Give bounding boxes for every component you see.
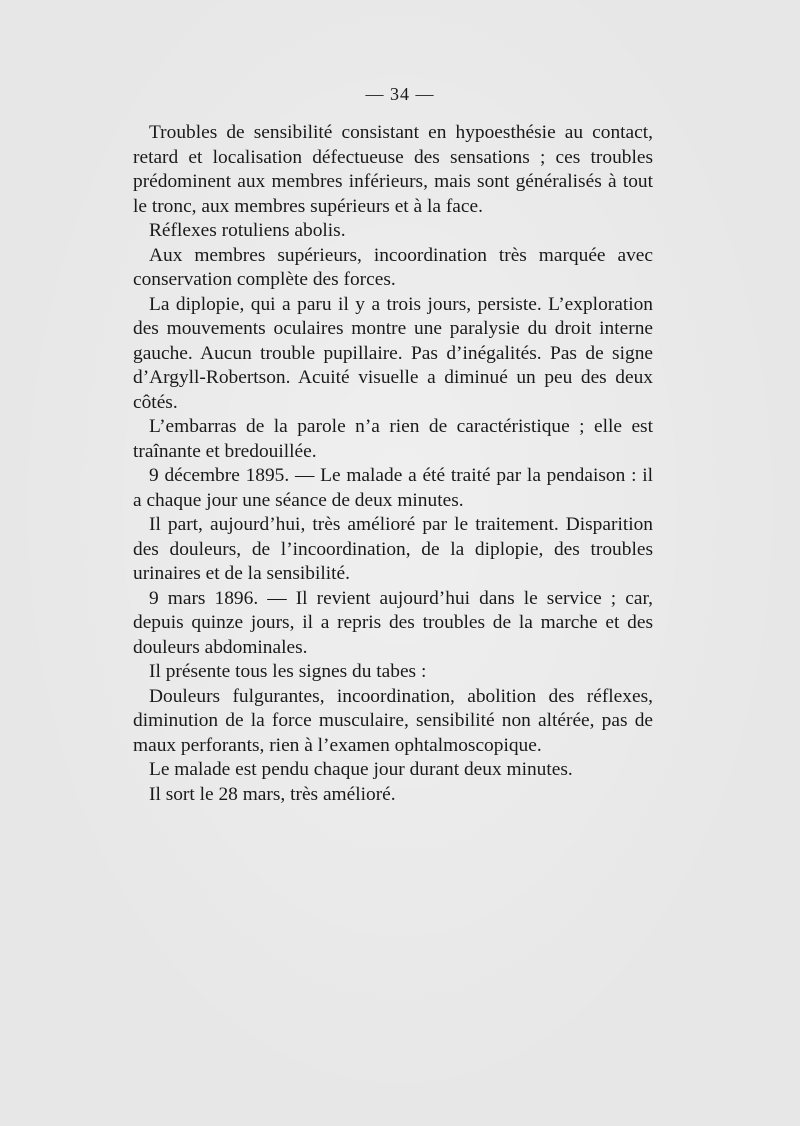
paragraph-december-1895: 9 décembre 1895. — Le malade a été traité par la pendaison : il a chaque jour une séance de deux minutes. [133,465,653,511]
paragraph-upper-limbs: Aux membres supérieurs, incoordination très marquée avec conservation complète des forces. [133,244,653,290]
paragraph-march-1896: 9 mars 1896. — Il revient aujourd’hui dans le service ; car, depuis quinze jours, il a repris des troubles de la marche et des douleurs abdominales. [133,587,653,658]
paragraph-tabes-signs: Il présente tous les signes du tabes : [149,661,427,682]
paragraph-reflexes: Réflexes rotuliens abolis. [149,220,346,241]
paragraph-improvement: Il part, aujourd’hui, très amélioré par le traitement. Disparition des douleurs, de l’incoordination, de la diplopie, des troubles urinaires et de la sensibilité. [133,514,653,584]
paragraph-diplopia: La diplopie, qui a paru il y a trois jours, persiste. L’exploration des mouvements oculaires montre une paralysie du droit interne gauche. Aucun trouble pupillaire. Pas d’inégalités. Pas de signe d’Argyll-Robertson. Acuité visuelle a diminué un peu des deux côtés. [133,293,653,413]
body-text [133,121,653,807]
paragraph-treatment: Le malade est pendu chaque jour durant deux minutes. [149,759,573,780]
paragraph-symptoms: Douleurs fulgurantes, incoordination, abolition des réflexes, diminution de la force musculaire, sensibilité non altérée, pas de maux perforants, rien à l’examen ophtalmoscopique. [133,685,653,756]
page-number: — 34 — [365,84,435,104]
paragraph-speech: L’embarras de la parole n’a rien de caractéristique ; elle est traînante et bredouillée. [133,416,653,462]
paragraph-sensibility: Troubles de sensibilité consistant en hypoesthésie au contact, retard et localisation défectueuse des sensations ; ces troubles prédominent aux membres inférieurs, mais sont généralisés à tout le tronc, aux membres supérieurs et à la face. [133,122,653,217]
paragraph-discharge: Il sort le 28 mars, très amélioré. [149,783,396,805]
